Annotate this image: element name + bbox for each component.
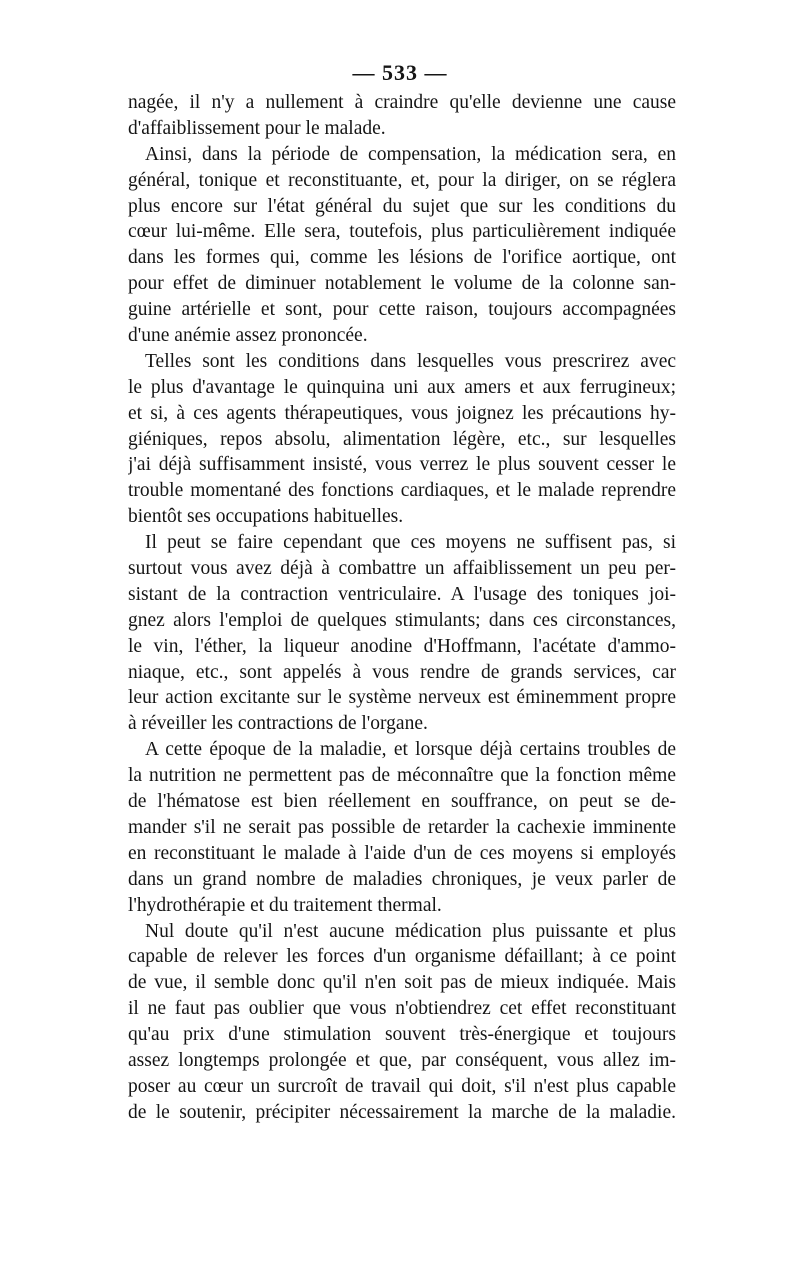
- text-line: l'hydrothérapie et du traitement thermal.: [128, 894, 442, 916]
- text-line: cœur lui-même. Elle sera, toutefois, plus particulièrement indiquée: [128, 221, 676, 243]
- text-line: en reconstituant le malade à l'aide d'un de ces moyens si employés: [128, 842, 676, 864]
- paragraph: [128, 142, 676, 349]
- text-line: Ainsi, dans la période de compensation, la médication sera, en: [145, 143, 676, 165]
- text-line: à réveiller les contractions de l'organe.: [128, 713, 428, 735]
- text-line: A cette époque de la maladie, et lorsque déjà certains troubles de: [145, 739, 676, 761]
- text-line: Il peut se faire cependant que ces moyens ne suffisent pas, si: [145, 532, 676, 554]
- text-line: giéniques, repos absolu, alimentation légère, etc., sur lesquelles: [128, 428, 676, 450]
- text-line: général, tonique et reconstituante, et, pour la diriger, on se réglera: [128, 169, 676, 191]
- text-line: le vin, l'éther, la liqueur anodine d'Hoffmann, l'acétate d'ammo-: [128, 635, 676, 657]
- text-line: nagée, il n'y a nullement à craindre qu'elle devienne une cause: [128, 92, 676, 113]
- paragraph: [128, 349, 676, 530]
- text-line: capable de relever les forces d'un organisme défaillant; à ce point: [128, 946, 676, 968]
- text-line: et si, à ces agents thérapeutiques, vous joignez les précautions hy-: [128, 402, 676, 424]
- text-line: le plus d'avantage le quinquina uni aux amers et aux ferrugineux;: [128, 376, 676, 398]
- text-line: gnez alors l'emploi de quelques stimulants; dans ces circonstances,: [128, 609, 676, 631]
- text-line: j'ai déjà suffisamment insisté, vous verrez le plus souvent cesser le: [128, 454, 676, 476]
- text-line: plus encore sur l'état général du sujet que sur les conditions du: [128, 195, 676, 217]
- text-line: Telles sont les conditions dans lesquelles vous prescrirez avec: [145, 350, 676, 372]
- paragraph: [128, 737, 676, 918]
- text-line: assez longtemps prolongée et que, par conséquent, vous allez im-: [128, 1049, 676, 1071]
- text-line: sistant de la contraction ventriculaire. A l'usage des toniques joi-: [128, 583, 676, 605]
- text-line: bientôt ses occupations habituelles.: [128, 506, 404, 528]
- text-line: poser au cœur un surcroît de travail qui doit, s'il n'est plus capable: [128, 1075, 676, 1097]
- paragraph: [128, 530, 676, 737]
- text-line: dans les formes qui, comme les lésions de l'orifice aortique, ont: [128, 247, 676, 269]
- text-line: il ne faut pas oublier que vous n'obtiendrez cet effet reconstituant: [128, 998, 676, 1020]
- text-line: qu'au prix d'une stimulation souvent très-énergique et toujours: [128, 1024, 676, 1046]
- text-line: de vue, il semble donc qu'il n'en soit pas de mieux indiquée. Mais: [128, 972, 676, 994]
- text-line: surtout vous avez déjà à combattre un affaiblissement un peu per-: [128, 558, 676, 580]
- text-line: pour effet de diminuer notablement le volume de la colonne san-: [128, 273, 676, 295]
- text-line: mander s'il ne serait pas possible de retarder la cachexie imminente: [128, 816, 676, 838]
- paragraph: [128, 90, 676, 142]
- text-line: Nul doute qu'il n'est aucune médication plus puissante et plus: [145, 920, 676, 942]
- text-line: la nutrition ne permettent pas de méconnaître que la fonction même: [128, 765, 676, 787]
- text-line: d'affaiblissement pour le malade.: [128, 117, 386, 139]
- text-line: de l'hématose est bien réellement en souffrance, on peut se de-: [128, 791, 676, 813]
- text-line: niaque, etc., sont appelés à vous rendre de grands services, car: [128, 661, 676, 683]
- text-line: leur action excitante sur le système nerveux est éminemment propre: [128, 687, 676, 709]
- text-line: dans un grand nombre de maladies chroniques, je veux parler de: [128, 868, 676, 890]
- page-number: — 533 —: [352, 60, 448, 85]
- paragraph: [128, 919, 676, 1126]
- text-line: trouble momentané des fonctions cardiaques, et le malade reprendre: [128, 480, 676, 502]
- body-text: [128, 90, 676, 1126]
- text-line: guine artérielle et sont, pour cette raison, toujours accompagnées: [128, 299, 676, 321]
- text-line: de le soutenir, précipiter nécessairement la marche de la maladie.: [128, 1101, 676, 1123]
- text-line: d'une anémie assez prononcée.: [128, 325, 368, 347]
